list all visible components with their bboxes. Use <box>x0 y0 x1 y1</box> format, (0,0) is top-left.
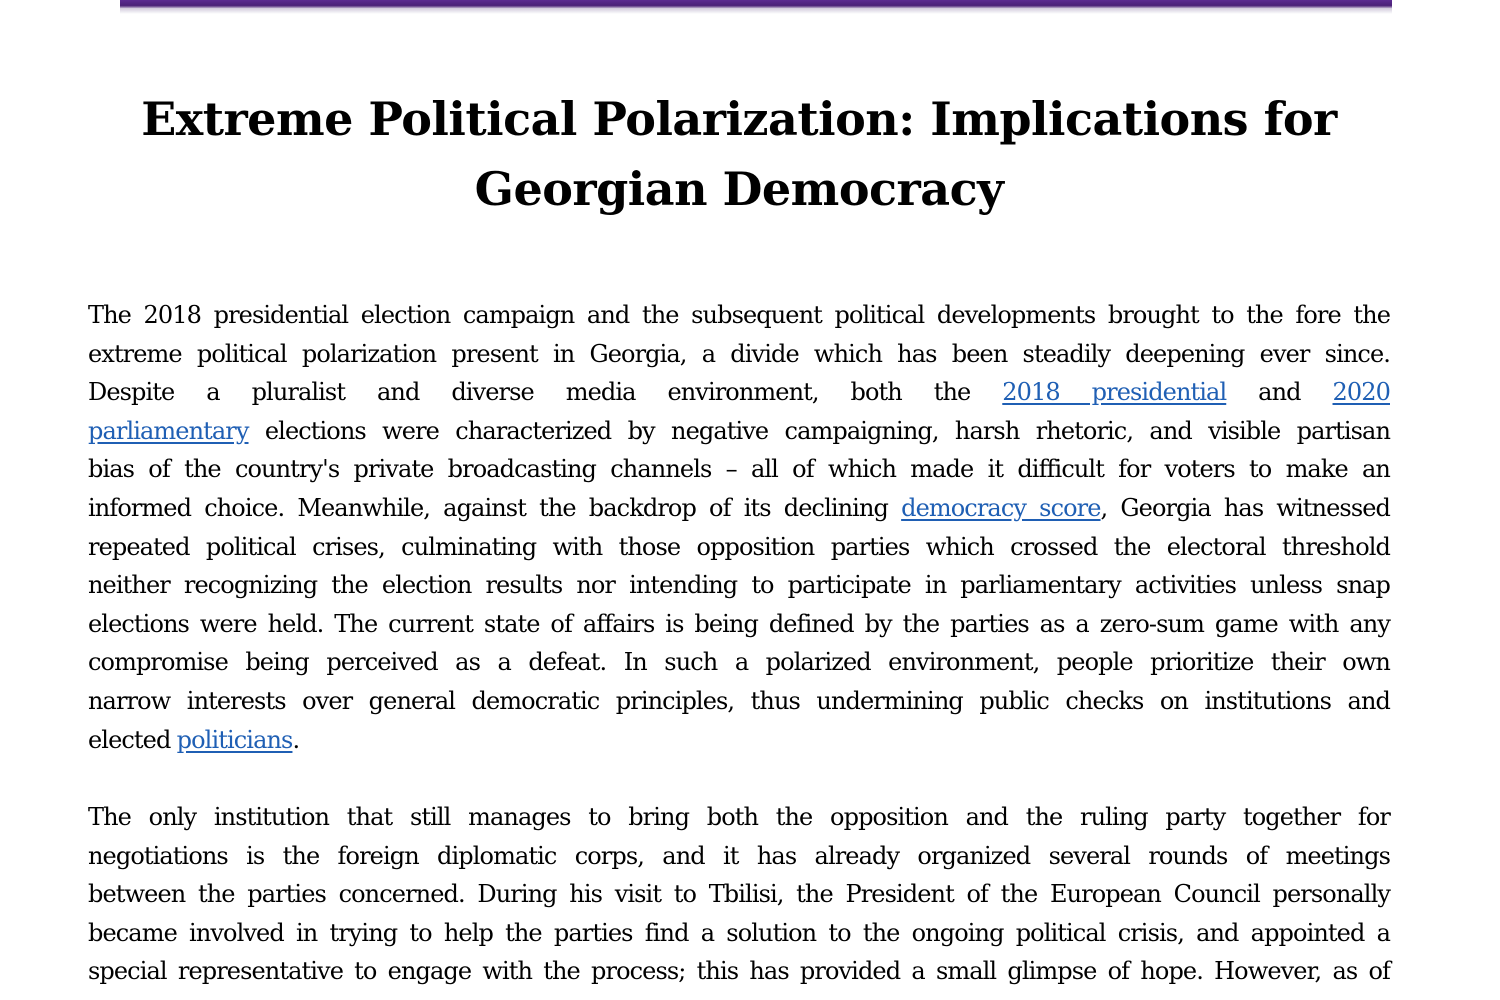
paragraph-line: special representative to engage with the process; this has provided a small glimpse of hope. However, as of <box>88 957 1390 986</box>
paragraph-line: extreme political polarization present in Georgia, a divide which has been steadily deepening ever since. <box>88 339 1390 368</box>
paragraph-line: The 2018 presidential election campaign and the subsequent political developments brought to the fore the <box>88 301 1390 329</box>
paragraph-text: elected <box>88 725 171 754</box>
paragraph-line: became involved in trying to help the parties find a solution to the ongoing political crisis, and appointed a <box>88 918 1390 947</box>
paragraph-line: neither recognizing the election results nor intending to participate in parliamentary activities unless snap <box>88 571 1390 600</box>
paragraph-line <box>88 489 1390 528</box>
paragraph-text: elections were characterized by negative campaigning, harsh rhetoric, and visible partisan <box>264 416 1391 445</box>
paragraph-line <box>88 721 1390 760</box>
header-accent-bar <box>120 0 1392 8</box>
paragraph-line: elections were held. The current state of affairs is being defined by the parties as a zero-sum game with any <box>88 609 1390 638</box>
paragraph-text: informed choice. Meanwhile, against the backdrop of its declining <box>88 493 888 522</box>
paragraph-line <box>88 373 1390 412</box>
paragraph-line <box>88 412 1390 451</box>
paragraph-line: bias of the country's private broadcasting channels – all of which made it difficult for voters to make an <box>88 455 1390 484</box>
link-2020-parliamentary-part1[interactable]: 2020 <box>1332 378 1390 407</box>
paragraph-line: repeated political crises, culminating with those opposition parties which crossed the electoral threshold <box>88 532 1390 561</box>
paragraph-1 <box>88 296 1390 759</box>
paragraph-line: narrow interests over general democratic principles, thus undermining public checks on institutions and <box>88 686 1390 715</box>
paragraph-line: negotiations is the foreign diplomatic corps, and it has already organized several rounds of meetings <box>88 841 1390 870</box>
paragraph-line: compromise being perceived as a defeat. In such a polarized environment, people prioritize their own <box>88 648 1390 677</box>
paragraph-text: , Georgia has witnessed <box>1100 493 1391 522</box>
link-democracy-score[interactable]: democracy score <box>901 493 1101 522</box>
paragraph-text: and <box>1258 378 1301 407</box>
link-2020-parliamentary-part2[interactable]: parliamentary <box>88 416 249 445</box>
document-title: Extreme Political Polarization: Implications for Georgian Democracy <box>141 92 1337 216</box>
paragraph-text: . <box>292 725 300 754</box>
paragraph-2 <box>88 798 1390 991</box>
link-politicians[interactable]: politicians <box>176 725 293 754</box>
header-accent-shadow <box>120 8 1392 14</box>
paragraph-line: between the parties concerned. During his visit to Tbilisi, the President of the European Council personally <box>88 880 1390 909</box>
link-2018-presidential[interactable]: 2018 presidential <box>1002 378 1227 407</box>
paragraph-text: Despite a pluralist and diverse media environment, both the <box>88 378 971 407</box>
paragraph-line: The only institution that still manages to bring both the opposition and the ruling party together for <box>88 803 1390 831</box>
